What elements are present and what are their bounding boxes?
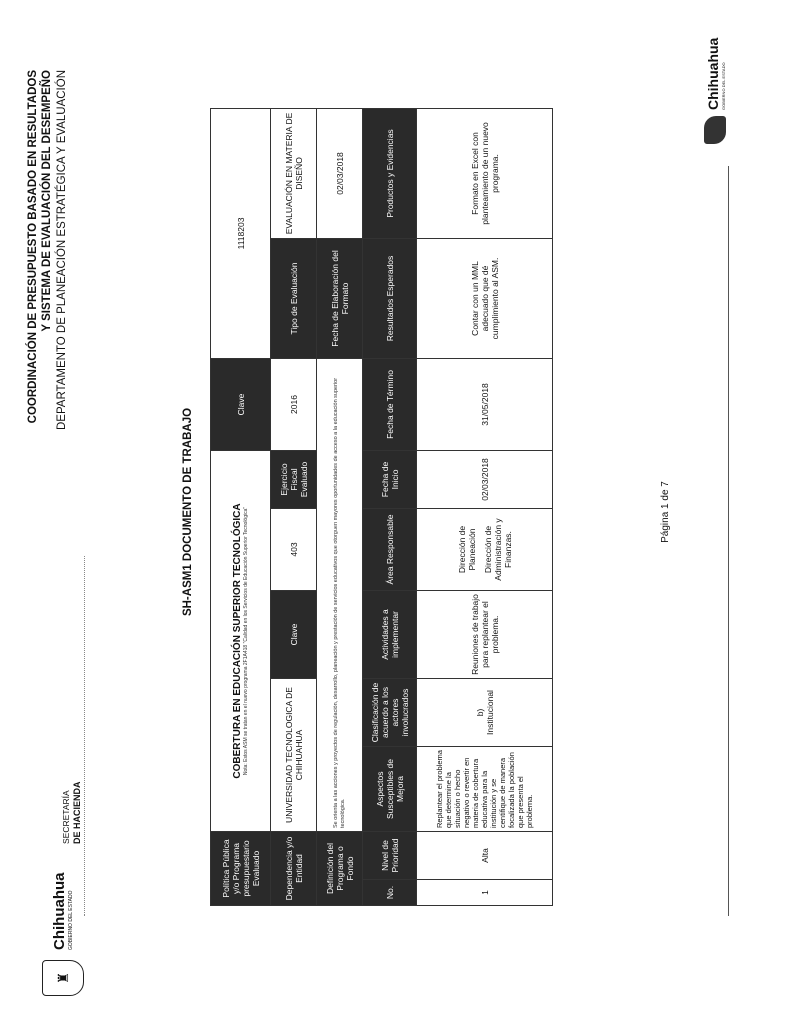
dep-clave-label: Clave (271, 591, 317, 679)
coord-line2: Y SISTEMA DE EVALUACIÓN DEL DESEMPEÑO (41, 70, 54, 332)
row-clasificacion (417, 679, 553, 747)
policy-note: Nota: Estos ASM se tratan en el nuevo programa 2F1A418 "Calidad en los Servicios de Educación Superior Tecnológica" (243, 506, 249, 776)
row-no: 1 (417, 880, 553, 906)
secretaria-label (62, 781, 83, 844)
footer-brand-sub: GOBIERNO DEL ESTADO (720, 62, 726, 110)
col-area: Área Responsable (363, 509, 417, 591)
clave-value: 1118203 (211, 108, 271, 358)
clasificacion-text: Institucional (484, 690, 495, 735)
fecha-elab-value: 02/03/2018 (317, 108, 363, 238)
state-crest-icon: ♜ (42, 960, 84, 996)
page-number: Página 1 de 7 (660, 481, 671, 543)
dependencia-value: UNIVERSIDAD TECNOLOGICA DE CHIHUAHUA (271, 679, 317, 832)
policy-cell (211, 450, 271, 831)
col-inicio: Fecha de Inicio (363, 450, 417, 508)
col-prioridad: Nivel de Prioridad (363, 832, 417, 880)
row-termino: 31/05/2018 (417, 358, 553, 450)
footer-logo (704, 38, 726, 144)
policy-label: Política Pública y/o Programa presupuestario Evaluado (211, 832, 271, 906)
footer-divider (728, 166, 729, 916)
col-resultados: Resultados Esperados (363, 238, 417, 358)
row-resultados: Contar con un MML adecuado que dé cumplimiento al ASM. (417, 238, 553, 358)
area-1: Dirección de Planeación (456, 525, 477, 574)
row-area (417, 509, 553, 591)
header-logo (42, 873, 84, 997)
col-termino: Fecha de Término (363, 358, 417, 450)
col-aspectos: Aspectos Susceptibles de Mejora (363, 747, 417, 832)
tipo-value: EVALUACIÓN EN MATERIA DE DISEÑO (271, 108, 317, 238)
dep-clave-value: 403 (271, 509, 317, 591)
row-productos: Formato en Excel con planteamiento de un nuevo programa. (417, 108, 553, 238)
chihuahua-logo-icon (704, 116, 726, 144)
brand-subtext: GOBIERNO DEL ESTADO (68, 890, 74, 950)
row-inicio: 02/03/2018 (417, 450, 553, 508)
clave-label: Clave (211, 358, 271, 450)
header-divider (84, 556, 85, 916)
ejercicio-label: Ejercicio Fiscal Evaluado (271, 450, 317, 508)
col-actividades: Actividades a implementar (363, 591, 417, 679)
document-title: SH-ASM1 DOCUMENTO DE TRABAJO (182, 407, 194, 617)
coord-line1: COORDINACIÓN DE PRESUPUESTO BASADO EN RESULTADOS (27, 70, 39, 424)
col-clasificacion: Clasificación de acuerdo a los actores involucrados (363, 679, 417, 747)
row-aspecto: Replantear el problema que determine la situación o hecho negativo o revertir en materia de cobertura educativa para la institución y se centifique de manera focalizada la población que presenta el problema. (417, 747, 553, 832)
definicion-label: Definición del Programa o Fondo (317, 832, 363, 906)
asm-table (210, 108, 553, 906)
dependencia-label: Dependencia y/o Entidad (271, 832, 317, 906)
definicion-value: Se orienta a las acciones y proyectos de regulación, desarrollo, planeación y prestación de servicios educativos que otorguen mayores oportunidades de acceso a la educación superior tecnológica. (317, 358, 363, 831)
clasificacion-letter: b) (474, 708, 485, 717)
fecha-elab-label: Fecha de Elaboración del Formato (317, 238, 363, 358)
col-productos: Productos y Evidencias (363, 108, 417, 238)
brand-name (52, 873, 74, 951)
secretaria-line2: DE HACIENDA (71, 781, 82, 844)
column-headers (363, 108, 417, 905)
tipo-label: Tipo de Evaluación (271, 238, 317, 358)
row-actividades: Reuniones de trabajo para replantear el problema. (417, 591, 553, 679)
coordination-heading (26, 70, 69, 430)
secretaria-line1: SECRETARÍA (61, 790, 71, 844)
footer-brand: Chihuahua (704, 37, 721, 110)
col-no: No. (363, 880, 417, 906)
policy-value: COBERTURA EN EDUCACIÓN SUPERIOR TECNOLÓGICA (232, 503, 243, 779)
brand-text: Chihuahua (51, 872, 68, 950)
coord-line3: DEPARTAMENTO DE PLANEACIÓN ESTRATÉGICA Y EVALUACIÓN (55, 70, 68, 430)
area-2: Dirección de Administración y Finanzas. (482, 518, 513, 581)
row-prioridad: Alta (417, 832, 553, 880)
ejercicio-value: 2016 (271, 358, 317, 450)
table-row (417, 108, 553, 905)
